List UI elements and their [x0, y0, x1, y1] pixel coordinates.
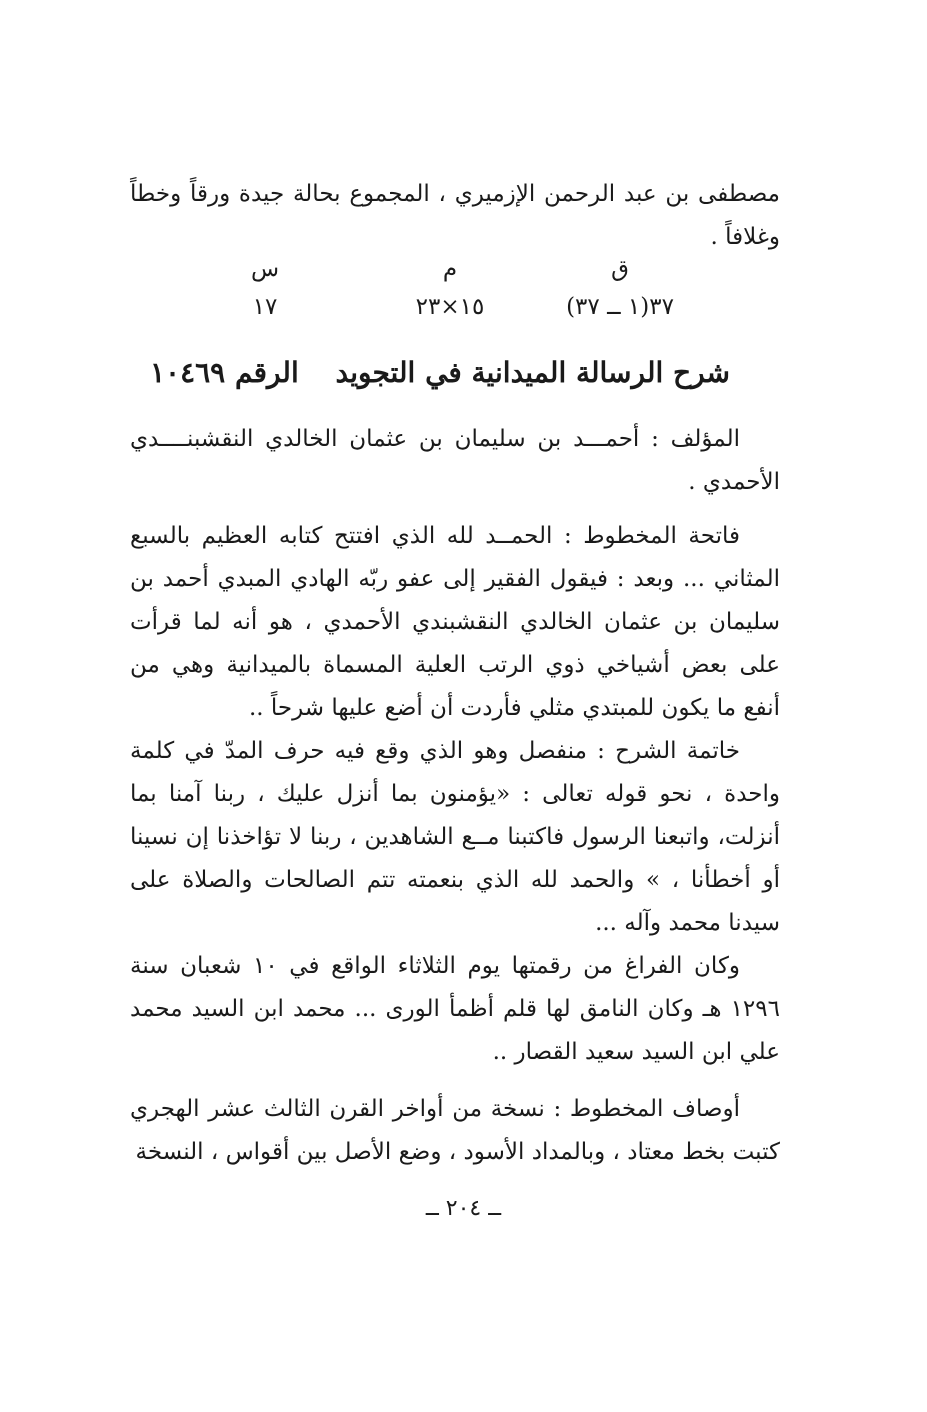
- code-q: [540, 250, 700, 326]
- entry-number: الرقم ١٠٤٦٩: [150, 356, 299, 389]
- closing-text: خاتمة الشرح : منفصل وهو الذي وقع فيه حرف المدّ في كلمة واحدة ، نحو قوله تعالى : «يؤمنون بما أنزل عليك ، ربنا آمنا بما أنزلت، واتبعنا الرسول فاكتبنا مــع الشاهدين ، ربنا لا تؤاخذنا إن نسينا أو أخطأنا ، » والحمد لله الذي بنعمته تتم الصالحات والصلاة على سيدنا محمد وآله ...: [130, 738, 780, 936]
- code-s-letter: س: [250, 256, 280, 282]
- page-number: ــ ٢٠٤ ــ: [425, 1196, 502, 1221]
- author-text: المؤلف : أحمـــد بن سليمان بن عثمان الخالدي النقشبنــــدي الأحمدي .: [130, 426, 780, 495]
- code-q-letter: ق: [611, 256, 629, 282]
- entry-title: شرح الرسالة الميدانية في التجويد: [335, 356, 730, 389]
- intro-text: مصطفى بن عبد الرحمن الإزميري ، المجموع بحالة جيدة ورقاً وخطاً وغلافاً .: [130, 181, 780, 250]
- code-m-letter: م: [442, 256, 458, 282]
- code-s: [185, 250, 345, 326]
- entry-heading: [150, 348, 730, 398]
- code-s-value: ١٧: [252, 294, 278, 320]
- colophon-text: وكان الفراغ من رقمتها يوم الثلاثاء الواقع في ١٠ شعبان سنة ١٢٩٦ هـ وكان النامق لها قلم أظمأ الورى ... محمد ابن السيد محمد علي ابن السيد سعيد القصار ..: [130, 953, 780, 1065]
- code-m: [370, 250, 530, 326]
- shelf-codes: [180, 250, 700, 330]
- code-m-value: ١٥×٢٣: [415, 294, 485, 320]
- description-paragraph: [130, 1088, 780, 1174]
- description-text: أوصاف المخطوط : نسخة من أواخر القرن الثالث عشر الهجري كتبت بخط معتاد ، وبالمداد الأسود ، وضع الأصل بين أقواس ، النسخة: [130, 1096, 780, 1165]
- colophon-paragraph: [130, 945, 780, 1074]
- author-paragraph: [130, 418, 780, 504]
- code-q-value: ٣٧(١ ــ ٣٧): [566, 294, 674, 320]
- opening-text: فاتحة المخطوط : الحمــد لله الذي افتتح كتابه العظيم بالسبع المثاني ... وبعد : فيقول الفقير إلى عفو ربّه الهادي المبدي أحمد بن سليمان بن عثمان الخالدي النقشبندي الأحمدي ، هو أنه لما قرأت على بعض أشياخي ذوي الرتب العلية المسماة بالميدانية وهي من أنفع ما يكون للمبتدي مثلي فأردت أن أضع عليها شرحاً ..: [130, 523, 780, 721]
- opening-paragraph: [130, 515, 780, 730]
- closing-paragraph: [130, 730, 780, 945]
